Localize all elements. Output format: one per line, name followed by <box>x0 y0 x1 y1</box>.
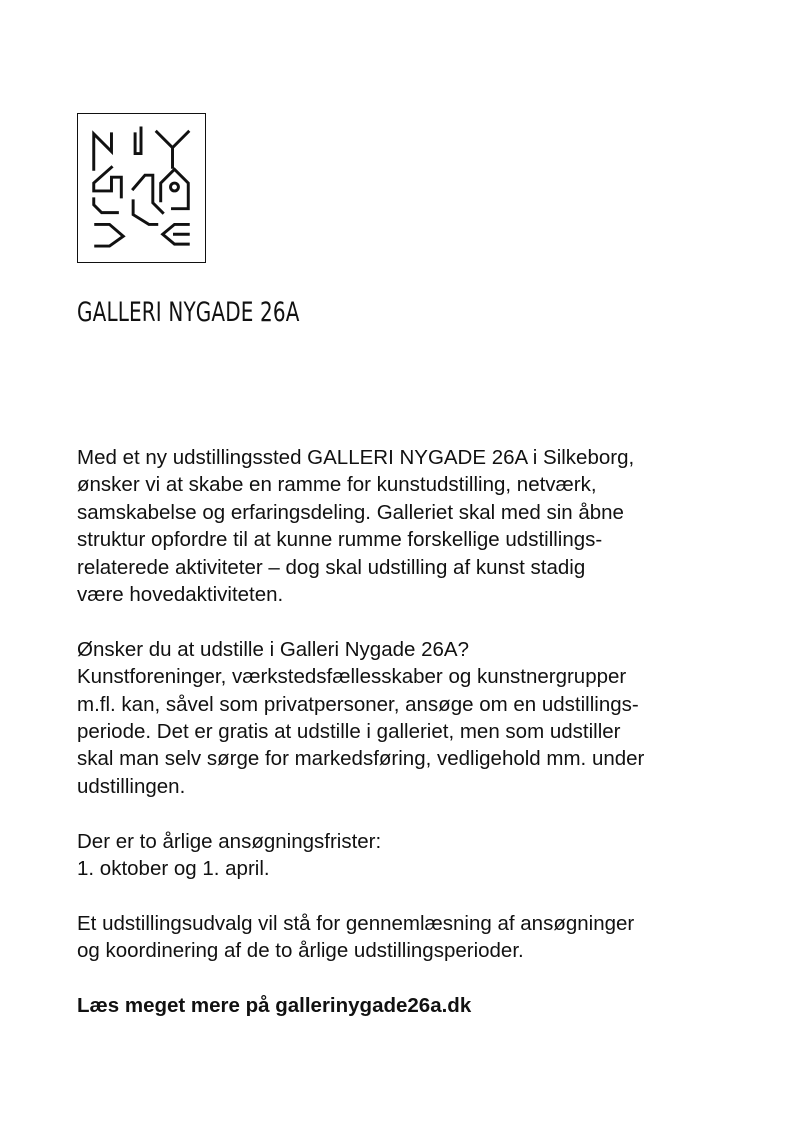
deadlines-paragraph <box>77 828 757 883</box>
text-line: Ønsker du at udstille i Galleri Nygade 26A? <box>77 637 469 661</box>
page-title: GALLERI NYGADE 26A <box>77 297 300 328</box>
intro-paragraph <box>77 444 757 608</box>
text-line: struktur opfordre til at kunne rumme forskellige udstillings- <box>77 528 603 552</box>
text-line: m.fl. kan, såvel som privatpersoner, ansøge om en udstillings- <box>77 692 639 716</box>
text-line: Der er to årlige ansøgningsfrister: <box>77 829 382 853</box>
galleri-nygade-logo-icon <box>78 114 205 262</box>
committee-paragraph <box>77 910 757 965</box>
website-link[interactable]: Læs meget mere på gallerinygade26a.dk <box>77 994 472 1018</box>
body-text <box>77 444 757 1047</box>
text-line: ønsker vi at skabe en ramme for kunstudstilling, netværk, <box>77 473 597 497</box>
logo <box>77 113 206 263</box>
text-line: være hovedaktiviteten. <box>77 583 284 607</box>
text-line: relaterede aktiviteter – dog skal udstilling af kunst stadig <box>77 555 586 579</box>
text-line: Kunstforeninger, værkstedsfællesskaber og kunstnergrupper <box>77 665 627 689</box>
text-line: udstillingen. <box>77 774 186 798</box>
exhibit-paragraph <box>77 636 757 800</box>
text-line: skal man selv sørge for markedsføring, vedligehold mm. under <box>77 747 645 771</box>
text-line: Et udstillingsudvalg vil stå for gennemlæsning af ansøgninger <box>77 911 635 935</box>
text-line: 1. oktober og 1. april. <box>77 857 270 881</box>
text-line: og koordinering af de to årlige udstillingsperioder. <box>77 939 524 963</box>
text-line: Med et ny udstillingssted GALLERI NYGADE 26A i Silkeborg, <box>77 446 635 469</box>
text-line: periode. Det er gratis at udstille i galleriet, men som udstiller <box>77 720 621 744</box>
text-line: samskabelse og erfaringsdeling. Galleriet skal med sin åbne <box>77 500 624 524</box>
